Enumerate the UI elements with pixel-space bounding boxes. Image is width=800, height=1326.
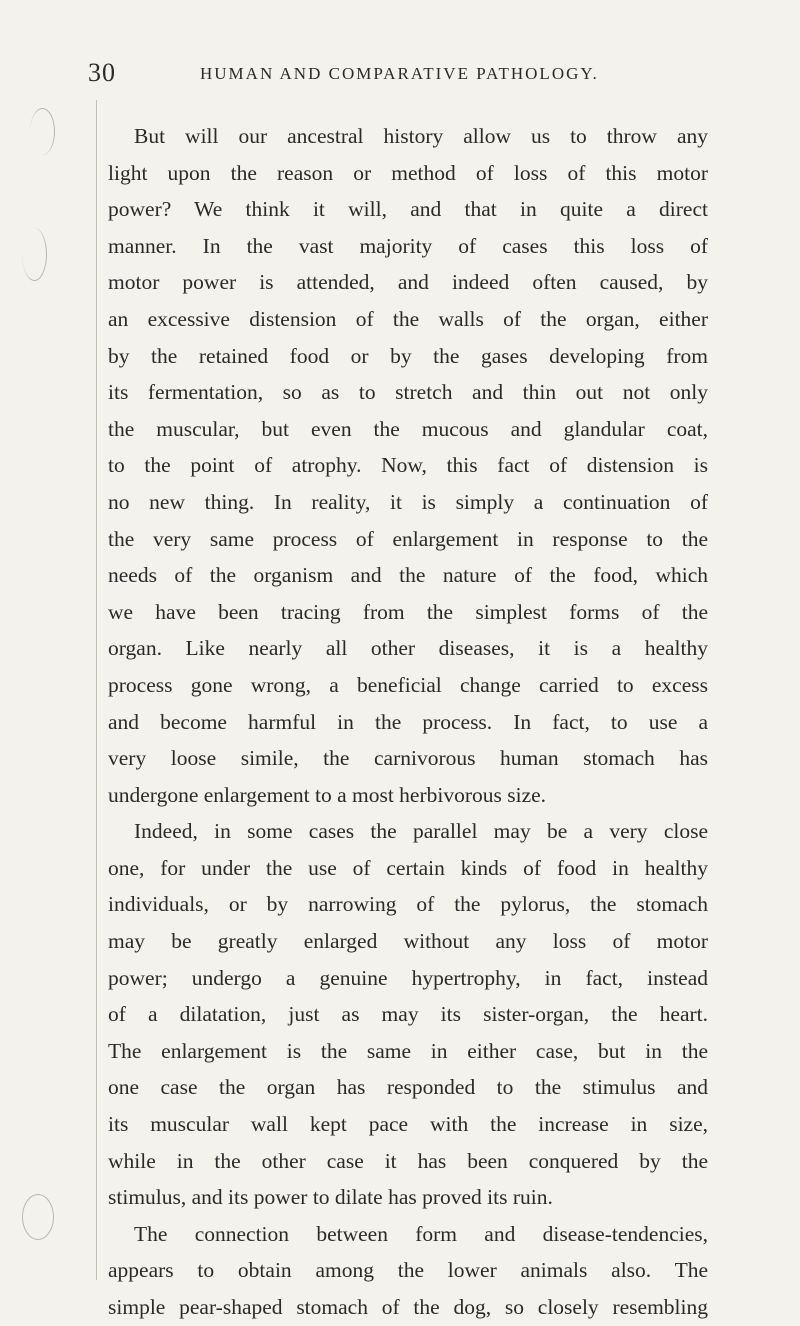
margin-scan-mark (30, 108, 55, 155)
text-line: we have been tracing from the simplest forms of the (108, 599, 708, 624)
text-line: light upon the reason or method of loss of this motor (108, 160, 708, 185)
page-number: 30 (88, 58, 116, 87)
page-header (88, 58, 740, 98)
text-line: the very same process of enlargement in response to the (108, 526, 708, 551)
text-line: process gone wrong, a beneficial change carried to excess (108, 672, 708, 697)
margin-scan-line (96, 100, 97, 1280)
text-line: But will our ancestral history allow us to throw any (134, 124, 708, 148)
text-line: of a dilatation, just as may its sister-organ, the heart. (108, 1002, 708, 1027)
text-line: stimulus, and its power to dilate has proved its ruin. (108, 1185, 553, 1210)
text-line: its fermentation, so as to stretch and thin out not only (108, 380, 708, 405)
text-line: undergone enlargement to a most herbivorous size. (108, 782, 547, 807)
running-head: HUMAN AND COMPARATIVE PATHOLOGY. (200, 64, 599, 83)
text-line: organ. Like nearly all other diseases, it is a healthy (108, 636, 708, 661)
text-line: motor power is attended, and indeed often caused, by (108, 270, 708, 295)
text-line: and become harmful in the process. In fact, to use a (108, 709, 708, 734)
text-line: no new thing. In reality, it is simply a continuation of (108, 489, 708, 514)
text-line: individuals, or by narrowing of the pylorus, the stomach (108, 892, 708, 917)
text-line: simple pear-shaped stomach of the dog, so closely resembling (108, 1295, 708, 1319)
text-line: one, for under the use of certain kinds of food in healthy (108, 855, 708, 880)
text-line: its muscular wall kept pace with the increase in size, (108, 1112, 708, 1137)
text-line: one case the organ has responded to the stimulus and (108, 1075, 708, 1100)
text-line: to the point of atrophy. Now, this fact of distension is (108, 453, 708, 478)
text-line: The connection between form and disease-tendencies, (134, 1221, 708, 1246)
body-text (108, 118, 708, 1326)
text-line: power; undergo a genuine hypertrophy, in fact, instead (108, 965, 708, 990)
text-line: The enlargement is the same in either case, but in the (108, 1038, 708, 1063)
margin-scan-mark (22, 228, 47, 281)
margin-scan-mark (22, 1194, 54, 1240)
text-line: manner. In the vast majority of cases this loss of (108, 233, 708, 258)
text-line: very loose simile, the carnivorous human stomach has (108, 746, 708, 771)
text-line: Indeed, in some cases the parallel may be a very close (134, 819, 708, 844)
text-line: while in the other case it has been conquered by the (108, 1148, 708, 1173)
text-line: an excessive distension of the walls of the organ, either (108, 306, 708, 331)
text-line: appears to obtain among the lower animals also. The (108, 1258, 708, 1283)
text-line: needs of the organism and the nature of the food, which (108, 563, 708, 588)
text-line: by the retained food or by the gases developing from (108, 343, 708, 368)
text-line: power? We think it will, and that in quite a direct (108, 197, 708, 222)
text-line: the muscular, but even the mucous and glandular coat, (108, 416, 708, 441)
text-line: may be greatly enlarged without any loss of motor (108, 929, 708, 954)
